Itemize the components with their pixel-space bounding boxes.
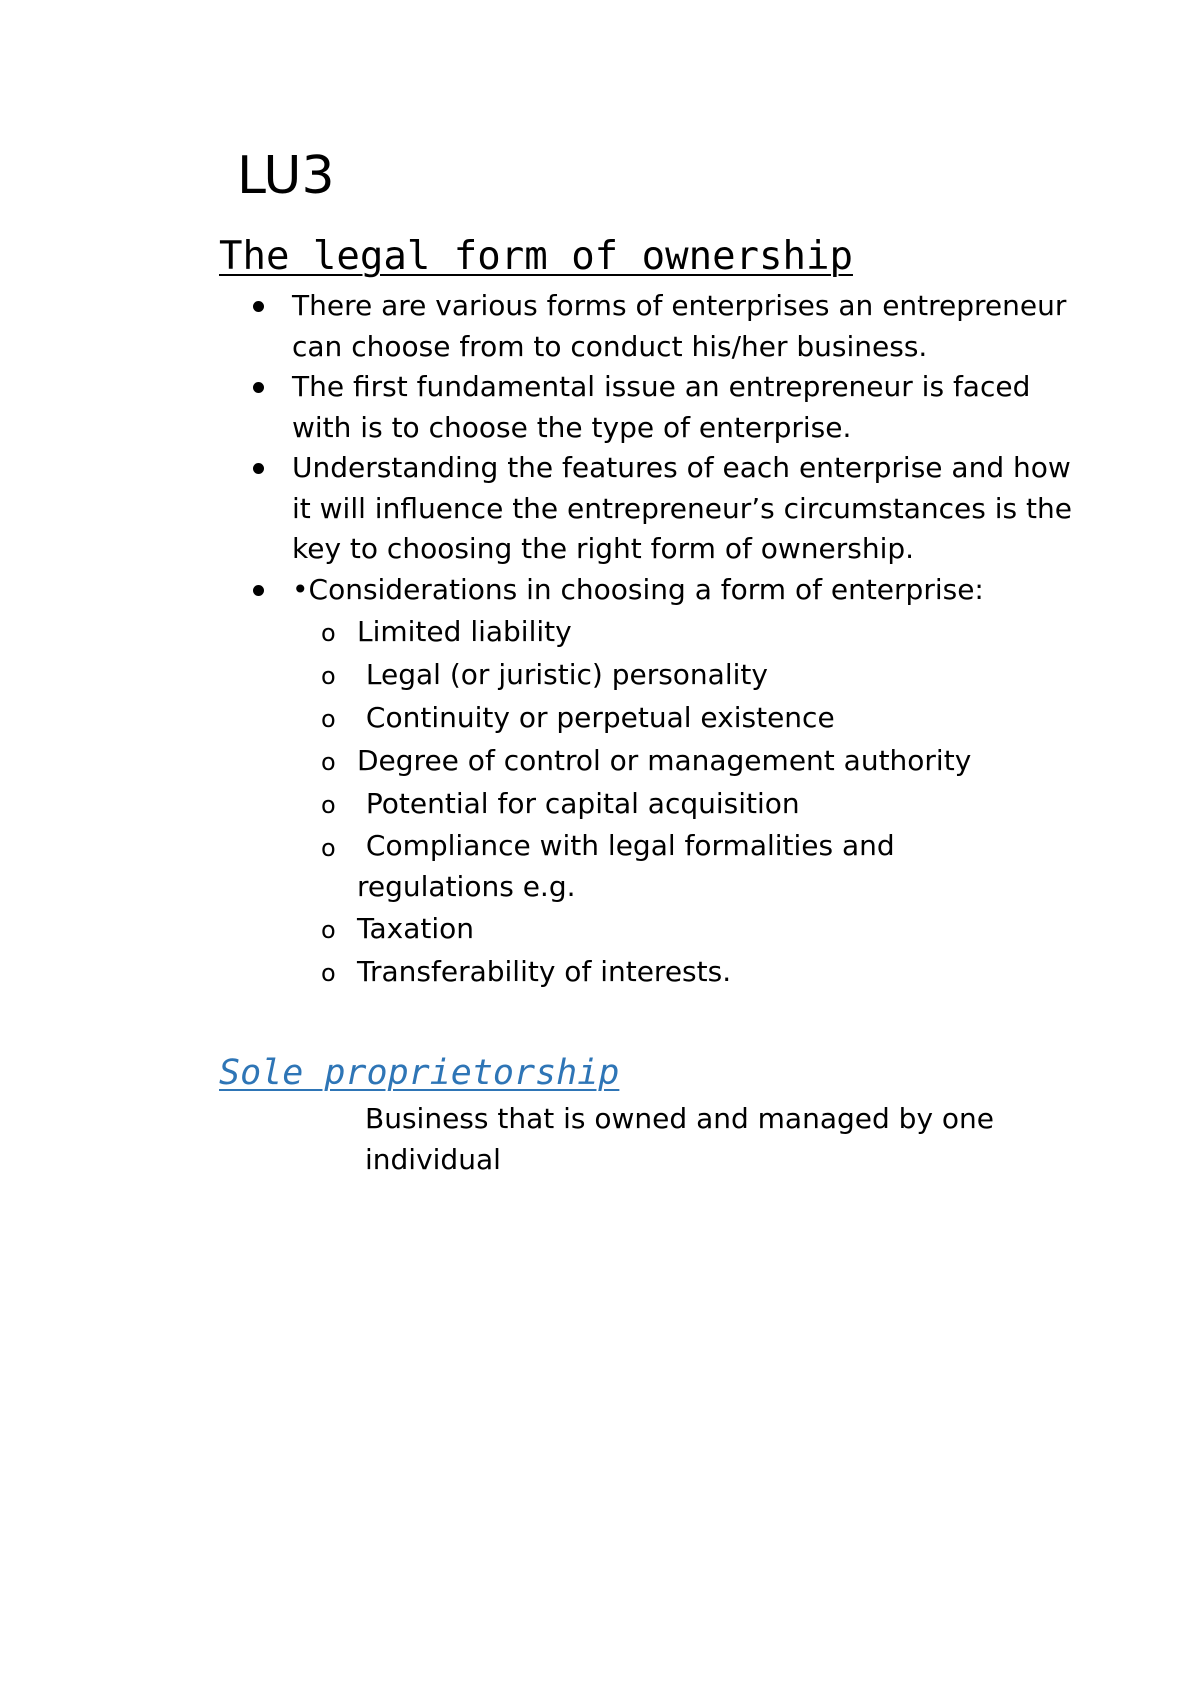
consideration-item bbox=[285, 696, 1047, 739]
consideration-item bbox=[285, 950, 1047, 993]
bullet-text: There are various forms of enterprises an entrepreneur can choose from to conduct his/her business. bbox=[292, 289, 1067, 363]
considerations-list bbox=[292, 610, 1052, 993]
consideration-item bbox=[285, 825, 1047, 907]
consideration-item bbox=[285, 739, 1047, 782]
bullet-list bbox=[0, 286, 1100, 993]
circle-bullet-icon: o bbox=[321, 834, 336, 862]
consideration-item bbox=[285, 907, 1047, 950]
circle-bullet-icon: o bbox=[321, 748, 336, 776]
consideration-text: Legal (or juristic) personality bbox=[357, 658, 768, 691]
circle-bullet-icon: o bbox=[321, 705, 336, 733]
bullet-item bbox=[0, 448, 1072, 570]
bullet-dot-icon bbox=[253, 585, 264, 596]
bullet-item bbox=[0, 367, 1072, 448]
consideration-item bbox=[285, 610, 1047, 653]
bullet-text: •Considerations in choosing a form of enterprise: bbox=[292, 572, 984, 606]
bullet-dot-icon bbox=[253, 301, 264, 312]
bullet-item bbox=[0, 286, 1072, 367]
circle-bullet-icon: o bbox=[321, 916, 336, 944]
consideration-text: Limited liability bbox=[357, 615, 572, 648]
document-title: LU3 bbox=[237, 146, 335, 206]
bullet-text: Understanding the features of each enterprise and how it will influence the entrepreneur’s circumstances is the key to choosing the right form of ownership. bbox=[292, 451, 1072, 565]
circle-bullet-icon: o bbox=[321, 662, 336, 690]
consideration-text: Degree of control or management authority bbox=[357, 744, 972, 777]
consideration-text: Compliance with legal formalities and regulations e.g. bbox=[357, 829, 904, 903]
bullet-dot-icon bbox=[253, 382, 264, 393]
consideration-text: Taxation bbox=[357, 912, 474, 945]
bullet-text: The first fundamental issue an entrepreneur is faced with is to choose the type of enterprise. bbox=[292, 370, 1031, 444]
circle-bullet-icon: o bbox=[321, 791, 336, 819]
consideration-text: Transferability of interests. bbox=[357, 955, 732, 988]
bullet-item-considerations bbox=[0, 570, 1072, 994]
section-heading-sole-proprietorship: Sole proprietorship bbox=[219, 1053, 620, 1093]
circle-bullet-icon: o bbox=[321, 959, 336, 987]
section-heading-legal-form: The legal form of ownership bbox=[219, 234, 853, 279]
circle-bullet-icon: o bbox=[321, 619, 336, 647]
consideration-item bbox=[285, 653, 1047, 696]
consideration-text: Potential for capital acquisition bbox=[357, 787, 800, 820]
consideration-text: Continuity or perpetual existence bbox=[357, 701, 835, 734]
bullet-dot-icon bbox=[253, 463, 264, 474]
consideration-item bbox=[285, 782, 1047, 825]
sole-proprietorship-description: Business that is owned and managed by one individual bbox=[365, 1102, 995, 1176]
